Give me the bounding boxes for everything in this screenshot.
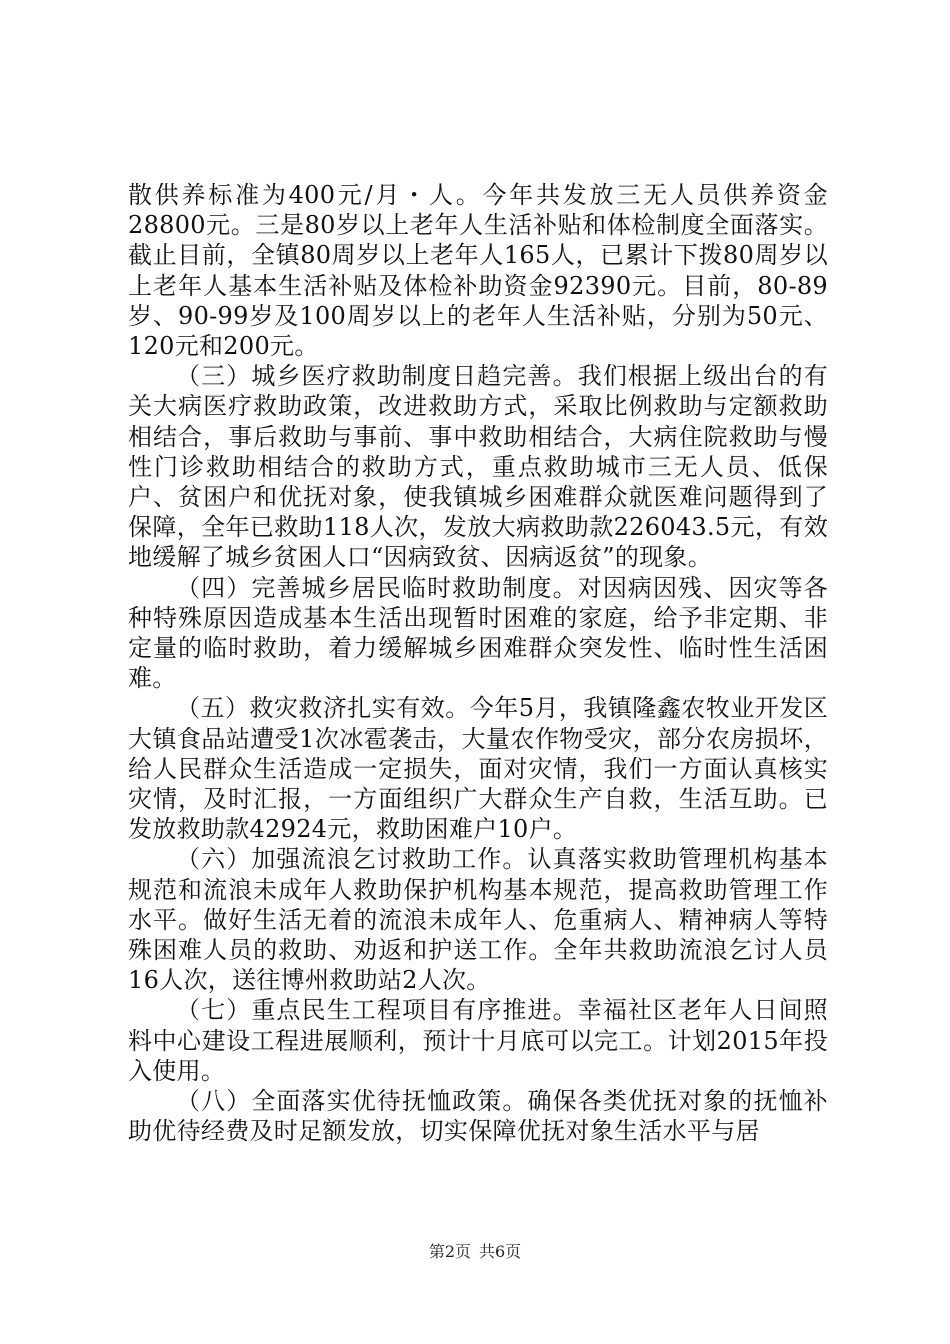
page-number: 第2页 xyxy=(428,1242,471,1261)
paragraph-section-7: （七）重点民生工程项目有序推进。幸福社区老年人日间照料中心建设工程进展顺利，预计十月底可以完工。计划2015年投入使用。 xyxy=(128,996,828,1085)
page-footer xyxy=(0,1242,950,1262)
paragraph-section-5: （五）救灾救济扎实有效。今年5月，我镇隆鑫农牧业开发区大镇食品站遭受1次冰雹袭击，大量农作物受灾，部分农房损坏，给人民群众生活造成一定损失，面对灾情，我们一方面认真核实灾情，及时汇报，一方面组织广大群众生产自救，生活互助。已发放救助款42924元，救助困难户10户。 xyxy=(128,694,828,844)
paragraph-continuation: 散供养标准为400元/月・人。今年共发放三无人员供养资金28800元。三是80岁以上老年人生活补贴和体检制度全面落实。截止目前，全镇80周岁以上老年人165人，已累计下拨80周岁以上老年人基本生活补贴及体检补助资金92390元。目前，80-89岁、90-99岁及100周岁以上的老年人生活补贴，分别为50元、120元和200元。 xyxy=(128,181,828,361)
paragraph-section-3: （三）城乡医疗救助制度日趋完善。我们根据上级出台的有关大病医疗救助政策，改进救助方式，采取比例救助与定额救助相结合，事后救助与事前、事中救助相结合，大病住院救助与慢性门诊救助相结合的救助方式，重点救助城市三无人员、低保户、贫困户和优抚对象，使我镇城乡困难群众就医难问题得到了保障，全年已救助118人次，发放大病救助款226043.5元，有效地缓解了城乡贫困人口“因病致贫、因病返贫”的现象。 xyxy=(128,362,828,572)
paragraph-section-6: （六）加强流浪乞讨救助工作。认真落实救助管理机构基本规范和流浪未成年人救助保护机构基本规范，提高救助管理工作水平。做好生活无着的流浪未成年人、危重病人、精神病人等特殊困难人员的救助、劝返和护送工作。全年共救助流浪乞讨人员16人次，送往博州救助站2人次。 xyxy=(128,845,828,995)
paragraph-section-8: （八）全面落实优待抚恤政策。确保各类优抚对象的抚恤补助优待经费及时足额发放，切实保障优抚对象生活水平与居 xyxy=(128,1087,828,1146)
document-body xyxy=(128,180,828,1147)
page-total: 共6页 xyxy=(479,1242,522,1261)
paragraph-section-4: （四）完善城乡居民临时救助制度。对因病因残、因灾等各种特殊原因造成基本生活出现暂时困难的家庭，给予非定期、非定量的临时救助，着力缓解城乡困难群众突发性、临时性生活困难。 xyxy=(128,573,828,693)
